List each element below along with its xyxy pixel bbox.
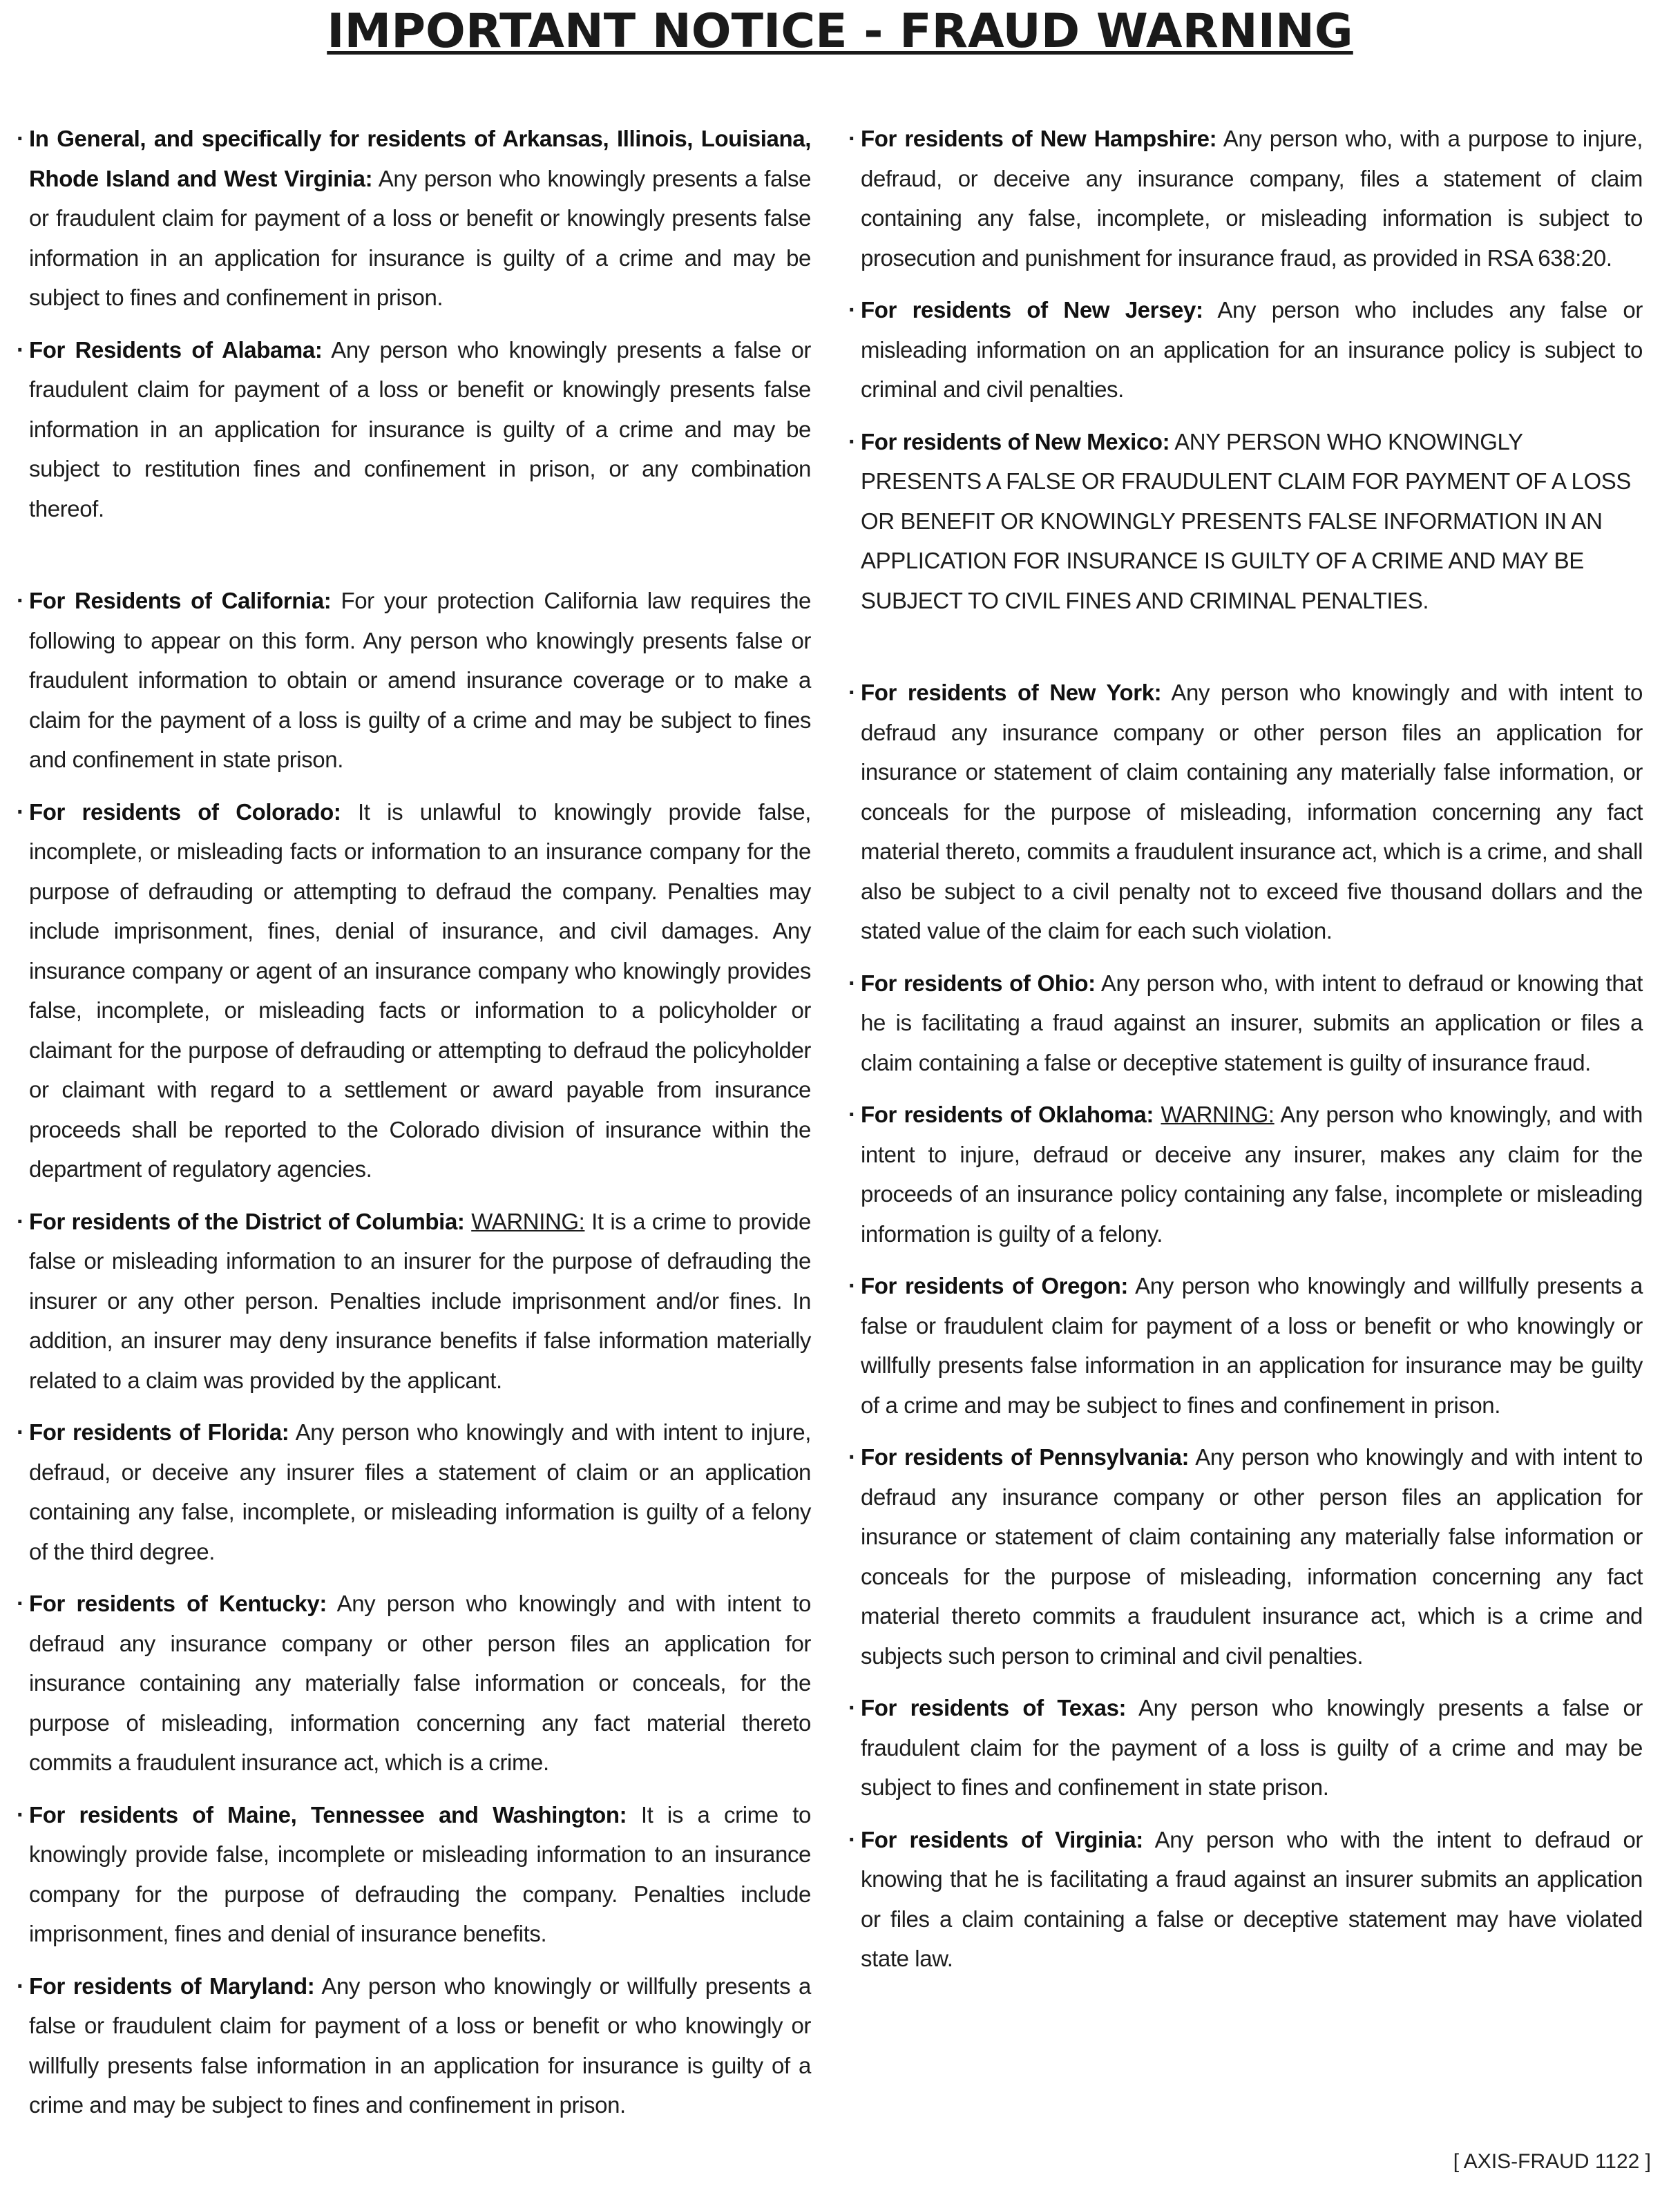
notice-maryland — [17, 1966, 811, 2125]
notice-heading: For residents of Kentucky: — [29, 1591, 327, 1616]
notice-heading: For residents of New York: — [861, 680, 1162, 705]
warning-label: WARNING: — [471, 1208, 585, 1234]
bullet-icon: · — [848, 126, 857, 152]
notice-virginia — [848, 1820, 1643, 1979]
notice-body: Any person who knowingly and willfully presents a false or fraudulent claim for payment of a loss or benefit or who knowingly or willfully presents false information in an application for insurance may be guilty of a crime and may be subject to fines and confinement in prison. — [861, 1273, 1643, 1418]
left-column — [17, 119, 811, 2125]
notice-maine-tennessee-washington — [17, 1795, 811, 1954]
notice-text — [861, 673, 1643, 951]
notice-heading: For residents of Texas: — [861, 1695, 1127, 1720]
notice-body: Any person who knowingly or willfully presents a false or fraudulent claim for payment of a loss or benefit or who knowingly or willfully presents false information in an application for insurance is guilty of a crime and may be subject to fines and confinement in prison. — [29, 1973, 811, 2118]
notice-florida — [17, 1412, 811, 1571]
notice-pennsylvania — [848, 1437, 1643, 1676]
notice-heading: For Residents of Alabama: — [29, 336, 323, 363]
notice-ohio — [848, 963, 1643, 1083]
notice-heading: For residents of the District of Columbia: — [29, 1208, 465, 1234]
notice-heading: For Residents of California: — [29, 588, 332, 613]
bullet-icon: · — [848, 1273, 857, 1299]
bullet-icon: · — [17, 336, 25, 363]
notice-general — [17, 119, 811, 318]
bullet-icon: · — [848, 1444, 857, 1470]
warning-label: WARNING: — [1161, 1102, 1275, 1127]
notice-body: Any person who knowingly presents a false or fraudulent claim for payment of a loss or benefit or knowingly presents false information in an application for insurance is guilty of a crime and may be subject to fines and confinement in prison. — [29, 165, 812, 310]
notice-text — [29, 1412, 811, 1571]
bullet-icon: · — [848, 970, 857, 997]
bullet-icon: · — [17, 1419, 25, 1446]
notice-new-mexico — [848, 422, 1643, 621]
notice-oklahoma — [848, 1095, 1643, 1254]
bullet-icon: · — [848, 297, 857, 323]
notice-text — [861, 1437, 1643, 1676]
notice-heading: For residents of Virginia: — [861, 1826, 1143, 1852]
bullet-icon: · — [17, 126, 25, 152]
notice-texas — [848, 1688, 1643, 1808]
notice-heading: For residents of Maine, Tennessee and Washington: — [29, 1801, 627, 1828]
bullet-icon: · — [848, 428, 857, 455]
notice-text — [861, 1266, 1643, 1425]
notice-body: It is a crime to knowingly provide false, incomplete or misleading information to an insurance company for the purpose of defrauding the company. Penalties include imprisonment, fines and denial of insurance benefits. — [29, 1801, 811, 1946]
notice-text — [861, 422, 1643, 621]
notice-body: Any person who knowingly and with intent to defraud any insurance company or other person files an application for insurance or statement of claim containing any materially false information, or conceals for the purpose of misleading, information concerning any fact material thereto, commits a fraudulent insurance act, which is a crime, and shall also be subject to a civil penalty not to exceed five thousand dollars and the stated value of the claim for each such violation. — [861, 680, 1643, 943]
notice-alabama — [17, 330, 811, 529]
notice-text — [861, 963, 1643, 1083]
notice-text — [861, 1688, 1643, 1808]
notice-text — [29, 1202, 811, 1401]
notice-heading: For residents of Colorado: — [29, 798, 341, 825]
notice-heading: For residents of Oklahoma: — [861, 1102, 1154, 1127]
notice-text — [29, 1966, 811, 2125]
notice-heading: In General, and specifically for residents of Arkansas, Illinois, Louisiana, Rhode Island and West Virginia: — [29, 126, 811, 191]
notice-text — [861, 290, 1643, 410]
notice-body: It is a crime to provide false or misleading information to an insurer for the purpose of defrauding the insurer or any other person. Penalties include imprisonment and/or fines. In addition, an insurer may deny insurance benefits if false information materially related to a claim was provided by the applicant. — [29, 1208, 811, 1393]
notice-body: Any person who, with intent to defraud or knowing that he is facilitating a fraud against an insurer, submits an application or files a claim containing a false or deceptive statement is guilty of insurance fraud. — [861, 970, 1643, 1075]
notice-body: It is unlawful to knowingly provide false, incomplete, or misleading facts or information to an insurance company for the purpose of defrauding or attempting to defraud the company. Penalties may include imprisonment, fines, denial of insurance, and civil damages. Any insurance company or agent of an insurance company who knowingly provides false, incomplete, or misleading facts or information to a policyholder or claimant for the purpose of defrauding or attempting to defraud the policyholder or claimant with regard to a settlement or award payable from insurance proceeds shall be reported to the Colorado division of insurance within the department of regulatory agencies. — [29, 798, 811, 1182]
notice-text — [29, 330, 811, 529]
right-column — [848, 119, 1643, 1979]
bullet-icon: · — [17, 798, 25, 825]
notice-new-york — [848, 673, 1643, 951]
notice-body: Any person who knowingly presents a false or fraudulent claim for payment of a loss or benefit or knowingly presents false information in an application for insurance is guilty of a crime and may be subject to restitution fines and confinement in prison, or any combination thereof. — [29, 336, 811, 521]
notice-body: Any person who, with a purpose to injure, defraud, or deceive any insurance company, files a statement of claim containing any false, incomplete, or misleading information is subject to prosecution and punishment for insurance fraud, as provided in RSA 638:20. — [861, 126, 1643, 271]
bullet-icon: · — [17, 1801, 25, 1828]
notice-heading: For residents of Ohio: — [861, 970, 1096, 996]
notice-text — [29, 1795, 811, 1954]
bullet-icon: · — [848, 1102, 857, 1128]
notice-body: Any person who knowingly and with intent to injure, defraud, or deceive any insurer files a statement of claim or an application containing any false, incomplete, or misleading information is guilty of a felony of the third degree. — [29, 1419, 811, 1564]
notice-body: ANY PERSON WHO KNOWINGLY PRESENTS A FALSE OR FRAUDULENT CLAIM FOR PAYMENT OF A LOSS OR BENEFIT OR KNOWINGLY PRESENTS FALSE INFORMATION IN AN APPLICATION FOR INSURANCE IS GUILTY OF A CRIME AND MAY BE SUBJECT TO CIVIL FINES AND CRIMINAL PENALTIES. — [861, 428, 1631, 613]
notice-body: Any person who includes any false or misleading information on an application for an insurance policy is subject to criminal and civil penalties. — [861, 297, 1643, 402]
notice-heading: For residents of Oregon: — [861, 1273, 1128, 1298]
notice-heading: For residents of Pennsylvania: — [861, 1444, 1190, 1470]
notice-text — [29, 119, 811, 318]
notice-heading: For residents of New Mexico: — [861, 428, 1170, 454]
notice-text — [29, 581, 811, 780]
notice-kentucky — [17, 1584, 811, 1783]
notice-text — [861, 1095, 1643, 1254]
notice-body: For your protection California law requires the following to appear on this form. Any person who knowingly presents false or fraudulent information to obtain or amend insurance coverage or to make a claim for the payment of a loss is guilty of a crime and may be subject to fines and confinement in state prison. — [29, 588, 811, 772]
notice-california — [17, 581, 811, 780]
page-title-text: IMPORTANT NOTICE - FRAUD WARNING — [327, 4, 1353, 59]
bullet-icon: · — [848, 1695, 857, 1721]
notice-body: Any person who with the intent to defraud or knowing that he is facilitating a fraud against an insurer submits an application or files a claim containing a false or deceptive statement may have violated state law. — [861, 1826, 1643, 1971]
bullet-icon: · — [17, 1591, 25, 1617]
notice-body: Any person who knowingly presents a false or fraudulent claim for the payment of a loss is guilty of a crime and may be subject to fines and confinement in state prison. — [861, 1695, 1643, 1800]
notice-text — [861, 119, 1643, 278]
notice-text — [29, 792, 811, 1189]
bullet-icon: · — [17, 1973, 25, 2000]
notice-heading: For residents of New Jersey: — [861, 297, 1203, 323]
notice-body: Any person who knowingly and with intent to defraud any insurance company or other person files an application for insurance or statement of claim containing any materially false information or conceals for the purpose of misleading, information concerning any fact material thereto commits a fraudulent insurance act, which is a crime and subjects such person to criminal and civil penalties. — [861, 1444, 1643, 1669]
page-title — [0, 0, 1680, 59]
notice-heading: For residents of Florida: — [29, 1419, 289, 1445]
bullet-icon: · — [848, 680, 857, 706]
form-code: [ AXIS-FRAUD 1122 ] — [1453, 2150, 1651, 2173]
bullet-icon: · — [848, 1826, 857, 1853]
notice-heading: For residents of Maryland: — [29, 1973, 315, 1999]
notice-oregon — [848, 1266, 1643, 1425]
notice-colorado — [17, 792, 811, 1189]
notice-text — [29, 1584, 811, 1783]
notice-body: Any person who knowingly, and with intent to injure, defraud or deceive any insurer, makes any claim for the proceeds of an insurance policy containing any false, incomplete or misleading information is guilty of a felony. — [861, 1102, 1643, 1247]
notice-text — [861, 1820, 1643, 1979]
notice-heading: For residents of New Hampshire: — [861, 126, 1217, 151]
notice-district-of-columbia — [17, 1202, 811, 1401]
notice-new-jersey — [848, 290, 1643, 410]
bullet-icon: · — [17, 588, 25, 614]
notice-body: Any person who knowingly and with intent to defraud any insurance company or other person files an application for insurance containing any materially false information or conceals, for the purpose of misleading, information concerning any fact material thereto commits a fraudulent insurance act, which is a crime. — [29, 1591, 811, 1775]
notice-new-hampshire — [848, 119, 1643, 278]
bullet-icon: · — [17, 1208, 25, 1235]
